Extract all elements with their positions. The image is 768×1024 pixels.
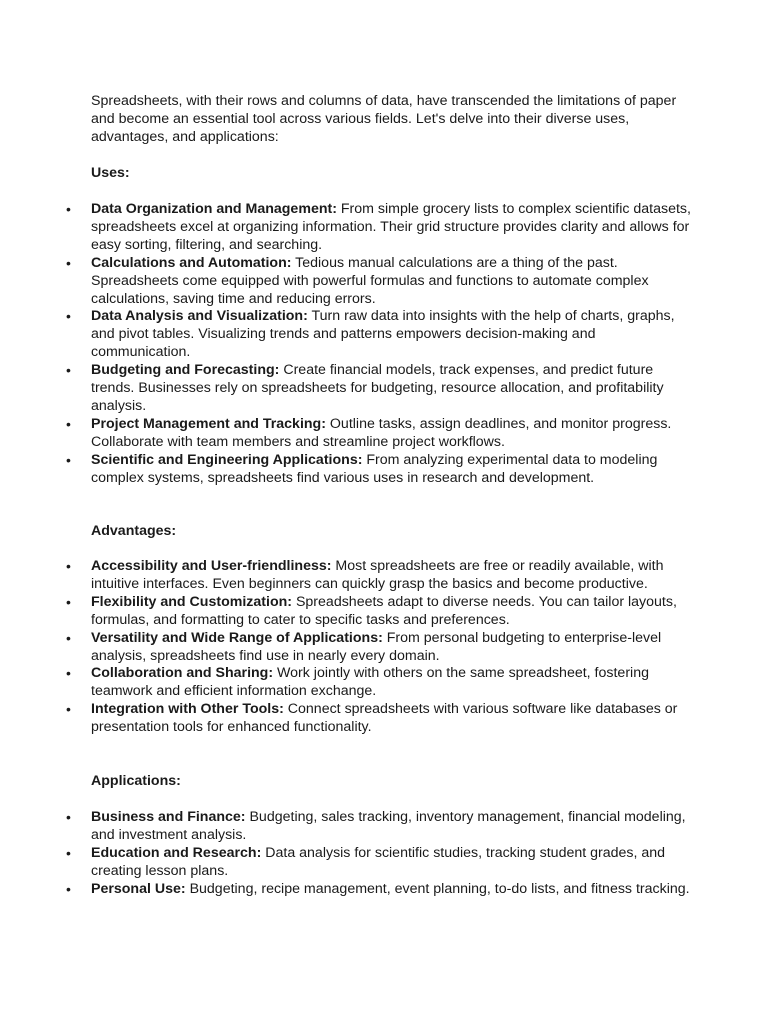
item-description: Spreadsheets adapt to diverse needs. You can tailor layouts, formulas, and formatting to cater to specific tasks and preferences.: [91, 593, 677, 628]
item-term: Scientific and Engineering Applications:: [91, 451, 363, 468]
item-description: Budgeting, sales tracking, inventory management, financial modeling, and investment analysis.: [91, 809, 686, 843]
bullet-icon: •: [66, 844, 71, 861]
item-term: Project Management and Tracking:: [91, 415, 326, 432]
bullet-icon: •: [66, 362, 71, 379]
list-item: [0, 845, 691, 881]
item-term: Education and Research:: [91, 844, 262, 861]
item-term: Data Analysis and Visualization:: [91, 308, 308, 325]
item-description: Connect spreadsheets with various software like databases or presentation tools for enhanced functionality.: [91, 701, 678, 736]
item-term: Calculations and Automation:: [91, 254, 292, 271]
list-item: [0, 630, 691, 666]
item-description: From simple grocery lists to complex scientific datasets, spreadsheets excel at organizing information. Their grid structure provides clarity and allows for easy sorting, filtering, and searching.: [91, 201, 691, 253]
item-term: Business and Finance:: [91, 809, 246, 825]
intro-paragraph: Spreadsheets, with their rows and columns of data, have transcended the limitations of paper and become an essential tool across various fields. Let's delve into their diverse uses, advantages, and applications:: [91, 93, 677, 145]
applications-heading: Applications:: [91, 773, 181, 789]
bullet-icon: •: [66, 701, 71, 718]
item-description: Outline tasks, assign deadlines, and monitor progress. Collaborate with team members and streamline project workflows.: [91, 415, 672, 450]
applications-list: [0, 809, 691, 899]
item-term: Collaboration and Sharing:: [91, 665, 274, 682]
list-item: [0, 701, 691, 737]
item-term: Personal Use:: [91, 880, 186, 897]
item-term: Integration with Other Tools:: [91, 701, 284, 718]
list-item: [0, 201, 691, 255]
bullet-icon: •: [66, 593, 71, 610]
list-item: [0, 665, 691, 701]
item-term: Data Organization and Management:: [91, 201, 337, 217]
list-item: [0, 416, 691, 452]
item-term: Accessibility and User-friendliness:: [91, 558, 332, 574]
list-item: [0, 308, 691, 362]
item-description: From analyzing experimental data to modeling complex systems, spreadsheets find various uses in research and development.: [91, 451, 658, 486]
bullet-icon: •: [66, 809, 71, 825]
list-item: [0, 452, 691, 488]
item-description: From personal budgeting to enterprise-level analysis, spreadsheets find use in nearly every domain.: [91, 629, 662, 664]
list-item: [0, 558, 691, 594]
item-description: Create financial models, track expenses, and predict future trends. Businesses rely on spreadsheets for budgeting, resource allocation, and profitability analysis.: [91, 362, 664, 414]
bullet-icon: •: [66, 629, 71, 646]
item-description: Work jointly with others on the same spreadsheet, fostering teamwork and efficient information exchange.: [91, 665, 649, 700]
item-description: Budgeting, recipe management, event planning, to-do lists, and fitness tracking.: [185, 880, 690, 897]
advantages-heading: Advantages:: [91, 523, 177, 539]
item-term: Versatility and Wide Range of Applications:: [91, 629, 383, 646]
bullet-icon: •: [66, 451, 71, 468]
list-item: [0, 255, 691, 309]
item-term: Flexibility and Customization:: [91, 593, 293, 610]
bullet-icon: •: [66, 201, 71, 217]
bullet-icon: •: [66, 880, 71, 897]
item-term: Budgeting and Forecasting:: [91, 362, 280, 379]
list-item: [0, 362, 691, 416]
item-description: Turn raw data into insights with the help of charts, graphs, and pivot tables. Visualizing trends and patterns empowers decision-making and communication.: [91, 308, 675, 361]
list-item: [0, 881, 691, 899]
bullet-icon: •: [66, 254, 71, 271]
item-description: Data analysis for scientific studies, tracking student grades, and creating lesson plans.: [91, 844, 666, 879]
item-description: Most spreadsheets are free or readily available, with intuitive interfaces. Even beginners can quickly grasp the basics and become productive.: [91, 558, 664, 592]
bullet-icon: •: [66, 415, 71, 432]
bullet-icon: •: [66, 665, 71, 682]
advantages-list: [0, 558, 691, 737]
list-item: [0, 594, 691, 630]
bullet-icon: •: [66, 558, 71, 574]
list-item: [0, 809, 691, 845]
bullet-icon: •: [66, 308, 71, 325]
uses-list: [0, 201, 691, 488]
item-description: Tedious manual calculations are a thing of the past. Spreadsheets come equipped with powerful formulas and functions to automate complex calculations, saving time and reducing errors.: [91, 254, 649, 307]
uses-heading: Uses:: [91, 165, 130, 181]
